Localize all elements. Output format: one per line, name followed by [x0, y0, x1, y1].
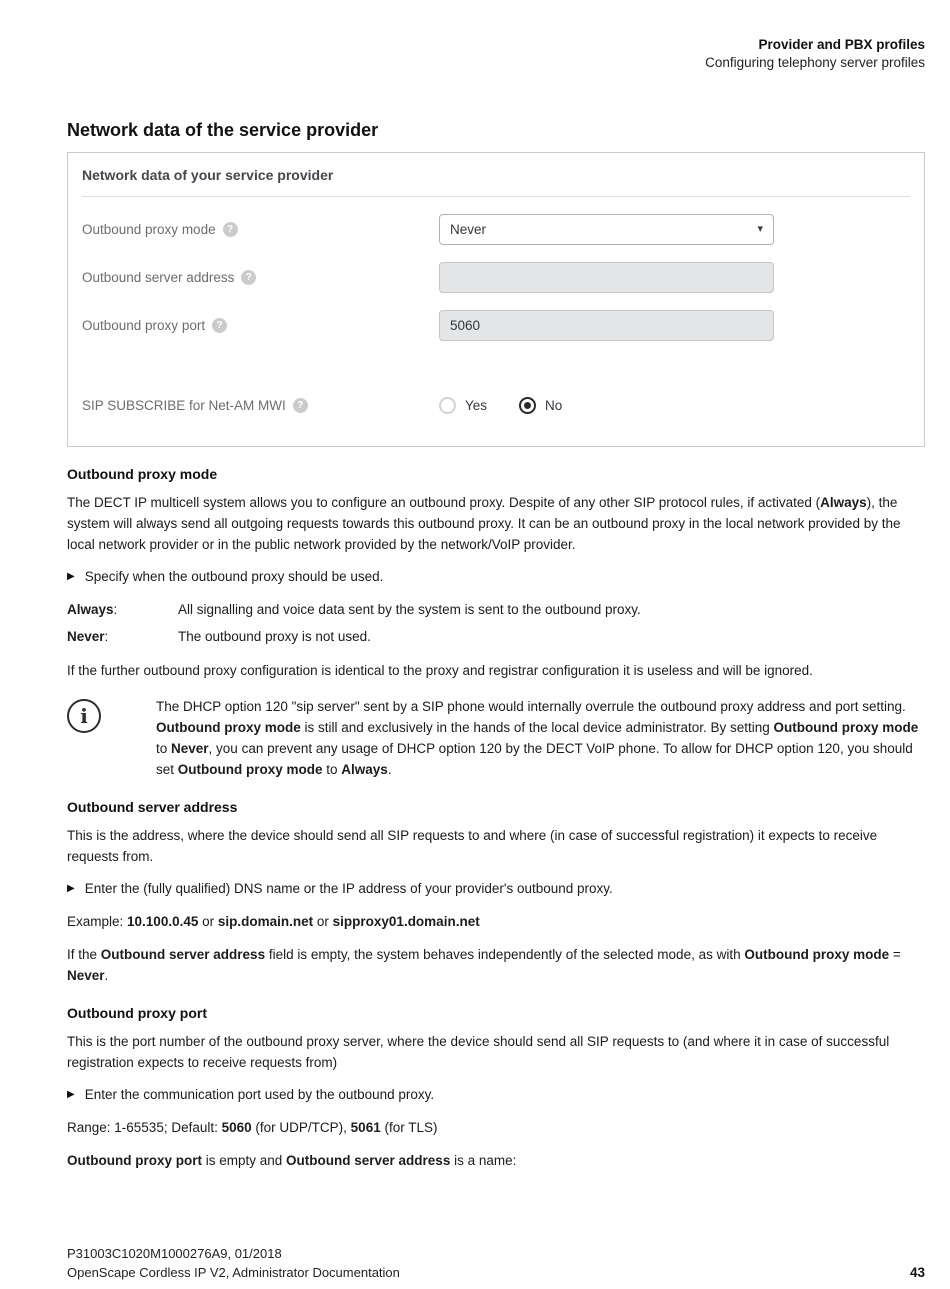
section-heading: Outbound proxy port	[67, 1005, 207, 1021]
page-footer	[67, 1244, 925, 1282]
action-item	[67, 1084, 925, 1105]
bullet-arrow-icon: ▶	[67, 883, 75, 894]
outbound-proxy-mode-label: Outbound proxy mode	[82, 222, 216, 237]
document-body	[67, 465, 925, 1171]
paragraph: This is the address, where the device should send all SIP requests to and where (in case of successful registration) it expects to receive requests from.	[67, 828, 878, 864]
running-header	[67, 0, 925, 72]
paragraph: If the Outbound server address field is empty, the system behaves independently of the selected mode, as with Outbound proxy mode = Never.	[67, 947, 901, 983]
footer-doc-id: P31003C1020M1000276A9, 01/2018	[67, 1246, 282, 1261]
header-section-title: Configuring telephony server profiles	[705, 55, 925, 70]
info-icon: i	[67, 699, 101, 733]
help-icon[interactable]: ?	[293, 398, 308, 413]
outbound-proxy-port-input: 5060	[439, 310, 774, 341]
example-line: Example: 10.100.0.45 or sip.domain.net or sipproxy01.domain.net	[67, 914, 480, 929]
form-row-outbound-proxy-port	[68, 310, 924, 341]
outbound-server-address-label: Outbound server address	[82, 270, 235, 285]
panel-title: Network data of your service provider	[82, 153, 910, 197]
note-text: The DHCP option 120 "sip server" sent by a SIP phone would internally overrule the outbound proxy address and port setting. Outbound proxy mode is still and exclusively in the hands of the local device administrator. By setting Outbound proxy mode to Never, you can prevent any usage of DHCP option 120 by the DECT VoIP phone. To allow for DHCP option 120, you should set Outbound proxy mode to Always.	[156, 699, 919, 777]
outbound-server-address-input	[439, 262, 774, 293]
bullet-arrow-icon: ▶	[67, 1089, 75, 1100]
definition-text: The outbound proxy is not used.	[178, 629, 371, 644]
radio-option-yes[interactable]	[439, 395, 487, 416]
section-heading: Outbound server address	[67, 799, 238, 815]
radio-icon	[439, 397, 456, 414]
page-title: Network data of the service provider	[67, 120, 379, 140]
action-item	[67, 878, 925, 899]
action-item	[67, 566, 925, 587]
sip-subscribe-label: SIP SUBSCRIBE for Net-AM MWI	[82, 398, 286, 413]
radio-option-no[interactable]	[519, 395, 562, 416]
paragraph: This is the port number of the outbound proxy server, where the device should send all SIP requests to (and where it in case of successful registration expects to receive requests from)	[67, 1034, 890, 1070]
radio-label: Yes	[465, 398, 488, 413]
radio-label: No	[545, 398, 563, 413]
outbound-proxy-port-label: Outbound proxy port	[82, 318, 206, 333]
definition-term: Always:	[67, 602, 118, 617]
form-row-outbound-proxy-mode	[68, 214, 924, 245]
info-note	[67, 696, 925, 780]
bullet-arrow-icon: ▶	[67, 571, 75, 582]
action-text: Specify when the outbound proxy should be used.	[84, 569, 384, 584]
definition-text: All signalling and voice data sent by the system is sent to the outbound proxy.	[178, 602, 641, 617]
radio-icon	[519, 397, 536, 414]
help-icon[interactable]: ?	[223, 222, 238, 237]
range-line: Range: 1-65535; Default: 5060 (for UDP/TCP), 5061 (for TLS)	[67, 1120, 438, 1135]
definition-term: Never:	[67, 629, 109, 644]
definition-list	[67, 599, 925, 647]
paragraph: If the further outbound proxy configuration is identical to the proxy and registrar configuration it is useless and will be ignored.	[67, 663, 813, 678]
settings-panel	[67, 152, 925, 447]
page-number: 43	[909, 1265, 925, 1280]
action-text: Enter the (fully qualified) DNS name or the IP address of your provider's outbound proxy.	[84, 881, 613, 896]
chevron-down-icon: ▾	[757, 223, 763, 235]
form-row-outbound-server-address	[68, 262, 924, 293]
form-row-sip-subscribe	[68, 395, 924, 416]
section-heading: Outbound proxy mode	[67, 466, 218, 482]
paragraph: Outbound proxy port is empty and Outbound server address is a name:	[67, 1153, 517, 1168]
help-icon[interactable]: ?	[212, 318, 227, 333]
select-value: Never	[450, 222, 487, 237]
help-icon[interactable]: ?	[241, 270, 256, 285]
outbound-proxy-mode-select[interactable]	[439, 214, 774, 245]
action-text: Enter the communication port used by the outbound proxy.	[84, 1087, 435, 1102]
header-chapter-title: Provider and PBX profiles	[758, 37, 925, 52]
footer-doc-name: OpenScape Cordless IP V2, Administrator Documentation	[67, 1265, 400, 1280]
paragraph: The DECT IP multicell system allows you to configure an outbound proxy. Despite of any other SIP protocol rules, if activated (Always), the system will always send all outgoing requests towards this outbound proxy. It can be an outbound proxy in the local network provided by the local network provider or in the public network provided by the network/VoIP provider.	[67, 495, 901, 552]
